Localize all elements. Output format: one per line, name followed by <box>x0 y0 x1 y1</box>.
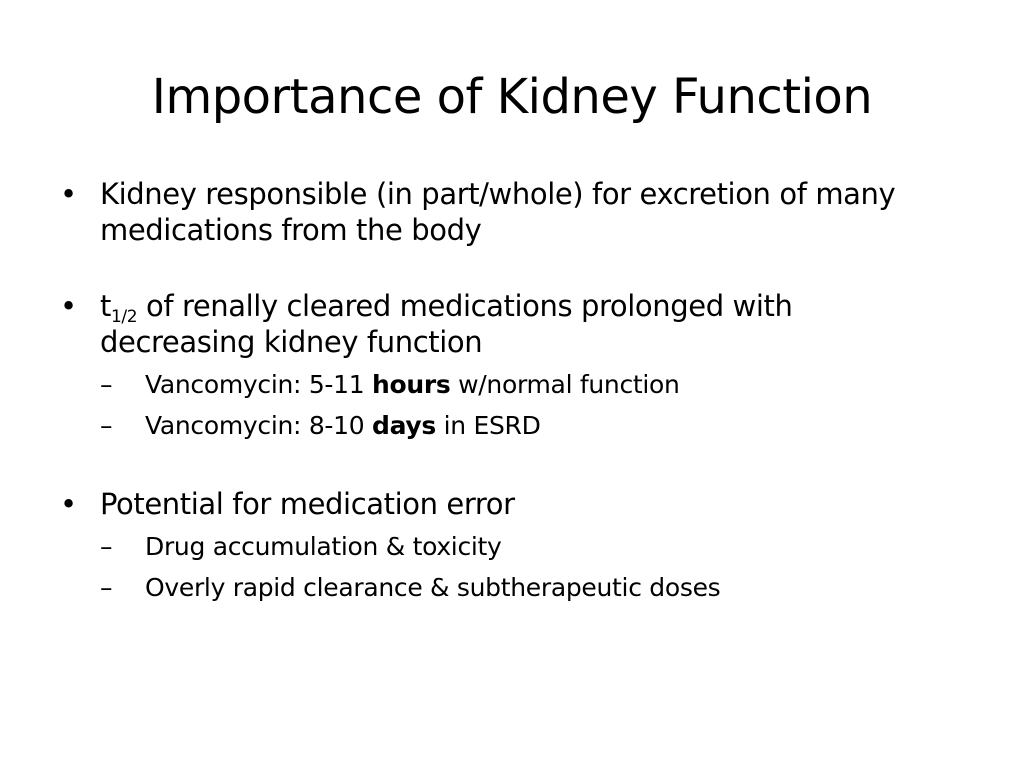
sub-text-bold: days <box>372 411 436 440</box>
sub-text: Drug accumulation & toxicity <box>145 532 502 561</box>
sub-text-before: Vancomycin: 8-10 <box>145 411 373 440</box>
sub-item-vancomycin-normal <box>100 364 940 405</box>
bullet-item-half-life <box>60 288 940 446</box>
sub-item-vancomycin-esrd <box>100 405 940 446</box>
sub-list <box>100 364 940 446</box>
sub-marker: – <box>100 411 113 440</box>
bullet-marker: • <box>60 289 77 323</box>
sub-item-rapid-clearance <box>100 567 940 608</box>
sub-marker: – <box>100 370 113 399</box>
sub-text-after: in ESRD <box>436 411 541 440</box>
sub-marker: – <box>100 573 113 602</box>
slide-title: Importance of Kidney Function <box>151 69 873 125</box>
sub-text: Overly rapid clearance & subtherapeutic doses <box>145 573 721 602</box>
sub-item-accumulation <box>100 526 940 567</box>
bullet-text: Potential for medication error <box>100 487 515 521</box>
sub-marker: – <box>100 532 113 561</box>
sub-text-before: Vancomycin: 5-11 <box>145 370 373 399</box>
sub-text-after: w/normal function <box>450 370 680 399</box>
bullet-text: of renally cleared medications prolonged with decreasing kidney function <box>100 289 793 359</box>
half-life-subscript: 1/2 <box>110 307 138 327</box>
bullet-marker: • <box>60 177 77 211</box>
bullet-item-medication-error <box>60 486 940 608</box>
bullet-item-excretion <box>60 176 940 248</box>
bullet-list <box>60 176 940 608</box>
sub-text-bold: hours <box>372 370 451 399</box>
half-life-symbol: t <box>100 289 111 323</box>
sub-list <box>100 526 940 608</box>
bullet-text: Kidney responsible (in part/whole) for excretion of many medications from the body <box>100 177 896 247</box>
bullet-marker: • <box>60 487 77 521</box>
